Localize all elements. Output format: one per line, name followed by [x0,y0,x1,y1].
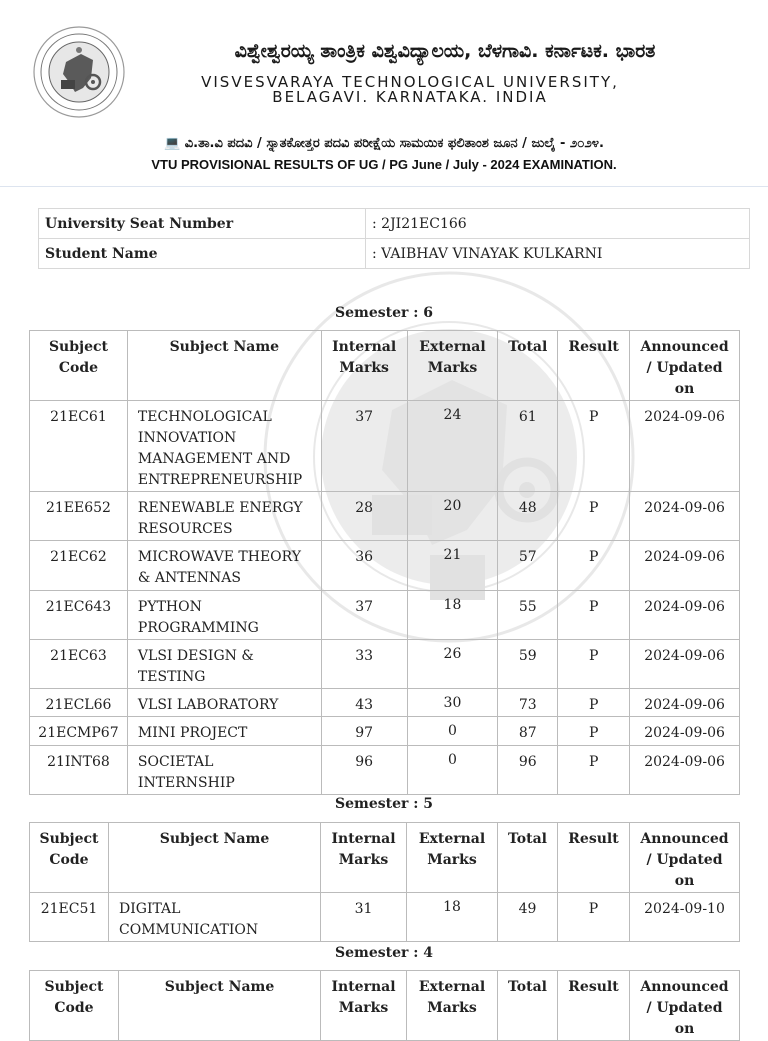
announced-date: 2024-09-06 [630,689,740,717]
subject-name: TECHNOLOGICAL INNOVATION MANAGEMENT AND ENTREPRENEURSHIP [127,401,321,492]
col-result: Result [558,331,630,401]
student-name-value: : VAIBHAV VINAYAK KULKARNI [366,239,750,269]
table-row [30,717,740,746]
result: P [558,492,630,541]
col-internal-marks: Internal Marks [321,971,407,1041]
results-heading-english: VTU PROVISIONAL RESULTS OF UG / PG June / July - 2024 EXAMINATION. [151,157,617,172]
col-subject-name: Subject Name [127,331,321,401]
col-internal-marks: Internal Marks [321,331,407,401]
subject-code: 21EE652 [30,492,128,541]
announced-date: 2024-09-06 [630,492,740,541]
external-marks: 20 [407,492,498,541]
internal-marks: 31 [321,893,407,942]
internal-marks: 28 [321,492,407,541]
col-result: Result [558,971,630,1041]
table-row [30,689,740,717]
total-marks: 57 [498,541,558,591]
col-subject-name: Subject Name [109,823,321,893]
internal-marks: 37 [321,401,407,492]
total-marks: 59 [498,640,558,689]
col-announced-on: Announced / Updated on [630,331,740,401]
col-internal-marks: Internal Marks [321,823,407,893]
col-external-marks: External Marks [407,971,498,1041]
external-marks: 26 [407,640,498,689]
total-marks: 49 [498,893,558,942]
internal-marks: 97 [321,717,407,746]
col-total: Total [498,331,558,401]
total-marks: 48 [498,492,558,541]
result: P [558,401,630,492]
subject-code: 21ECL66 [30,689,128,717]
subject-code: 21EC61 [30,401,128,492]
external-marks: 24 [407,401,498,492]
student-info-table [38,208,750,269]
results-table [29,330,740,795]
subject-name: PYTHON PROGRAMMING [127,591,321,640]
total-marks: 55 [498,591,558,640]
announced-date: 2024-09-10 [630,893,740,942]
table-row [30,893,740,942]
col-announced-on: Announced / Updated on [630,823,740,893]
announced-date: 2024-09-06 [630,717,740,746]
total-marks: 73 [498,689,558,717]
total-marks: 87 [498,717,558,746]
student-name-row [39,239,750,269]
col-external-marks: External Marks [407,823,498,893]
announced-date: 2024-09-06 [630,640,740,689]
announced-date: 2024-09-06 [630,591,740,640]
table-header-row [30,823,740,893]
col-total: Total [498,823,558,893]
university-logo-icon [33,26,125,118]
result: P [558,640,630,689]
table-row [30,746,740,795]
col-announced-on: Announced / Updated on [630,971,740,1041]
semester-heading: Semester : 5 [334,796,434,812]
student-name-label: Student Name [39,239,366,269]
result: P [558,689,630,717]
university-title-english-line2: BELAGAVI. KARNATAKA. INDIA [272,88,548,106]
table-header-row [30,331,740,401]
subject-code: 21ECMP67 [30,717,128,746]
semester-heading: Semester : 6 [334,305,434,321]
subject-name: VLSI DESIGN & TESTING [127,640,321,689]
table-row [30,492,740,541]
announced-date: 2024-09-06 [630,401,740,492]
total-marks: 96 [498,746,558,795]
external-marks: 30 [407,689,498,717]
subject-code: 21INT68 [30,746,128,795]
col-subject-code: Subject Code [30,823,109,893]
subject-name: SOCIETAL INTERNSHIP [127,746,321,795]
total-marks: 61 [498,401,558,492]
page-header [0,0,768,187]
table-row [30,541,740,591]
subject-name: DIGITAL COMMUNICATION [109,893,321,942]
internal-marks: 43 [321,689,407,717]
subject-code: 21EC63 [30,640,128,689]
subject-name: VLSI LABORATORY [127,689,321,717]
university-title-kannada: ವಿಶ್ವೇಶ್ವರಯ್ಯ ತಾಂತ್ರಿಕ ವಿಶ್ವವಿದ್ಯಾಲಯ, ಬೆಳಗಾವಿ. ಕರ್ನಾಟಕ. ಭಾರತ [234,40,656,62]
internal-marks: 33 [321,640,407,689]
result: P [558,541,630,591]
seat-number-row [39,209,750,239]
external-marks: 18 [407,893,498,942]
internal-marks: 36 [321,541,407,591]
subject-code: 21EC51 [30,893,109,942]
results-table [29,970,740,1041]
announced-date: 2024-09-06 [630,541,740,591]
external-marks: 21 [407,541,498,591]
col-subject-code: Subject Code [30,331,128,401]
external-marks: 0 [407,746,498,795]
col-external-marks: External Marks [407,331,498,401]
result: P [558,893,630,942]
subject-name: MINI PROJECT [127,717,321,746]
external-marks: 0 [407,717,498,746]
seat-number-label: University Seat Number [39,209,366,239]
table-row [30,591,740,640]
university-title-english-line1: VISVESVARAYA TECHNOLOGICAL UNIVERSITY, [201,73,619,91]
table-row [30,401,740,492]
subject-name: RENEWABLE ENERGY RESOURCES [127,492,321,541]
result: P [558,717,630,746]
subject-code: 21EC62 [30,541,128,591]
results-table [29,822,740,942]
result: P [558,746,630,795]
seat-number-value: : 2JI21EC166 [366,209,750,239]
results-heading-kannada: 💻 ವಿ.ತಾ.ವಿ ಪದವಿ / ಸ್ನಾತಕೋತ್ತರ ಪದವಿ ಪರೀಕ್ಷೆಯ ಸಾಮಯಿಕ ಫಲಿತಾಂಶ ಜೂನ / ಜುಲೈ - ೨೦೨೪. [164,136,604,151]
col-total: Total [498,971,558,1041]
internal-marks: 37 [321,591,407,640]
col-subject-code: Subject Code [30,971,119,1041]
table-header-row [30,971,740,1041]
col-subject-name: Subject Name [119,971,321,1041]
subject-name: MICROWAVE THEORY & ANTENNAS [127,541,321,591]
external-marks: 18 [407,591,498,640]
result: P [558,591,630,640]
announced-date: 2024-09-06 [630,746,740,795]
col-result: Result [558,823,630,893]
table-row [30,640,740,689]
subject-code: 21EC643 [30,591,128,640]
semester-heading: Semester : 4 [334,945,434,961]
internal-marks: 96 [321,746,407,795]
